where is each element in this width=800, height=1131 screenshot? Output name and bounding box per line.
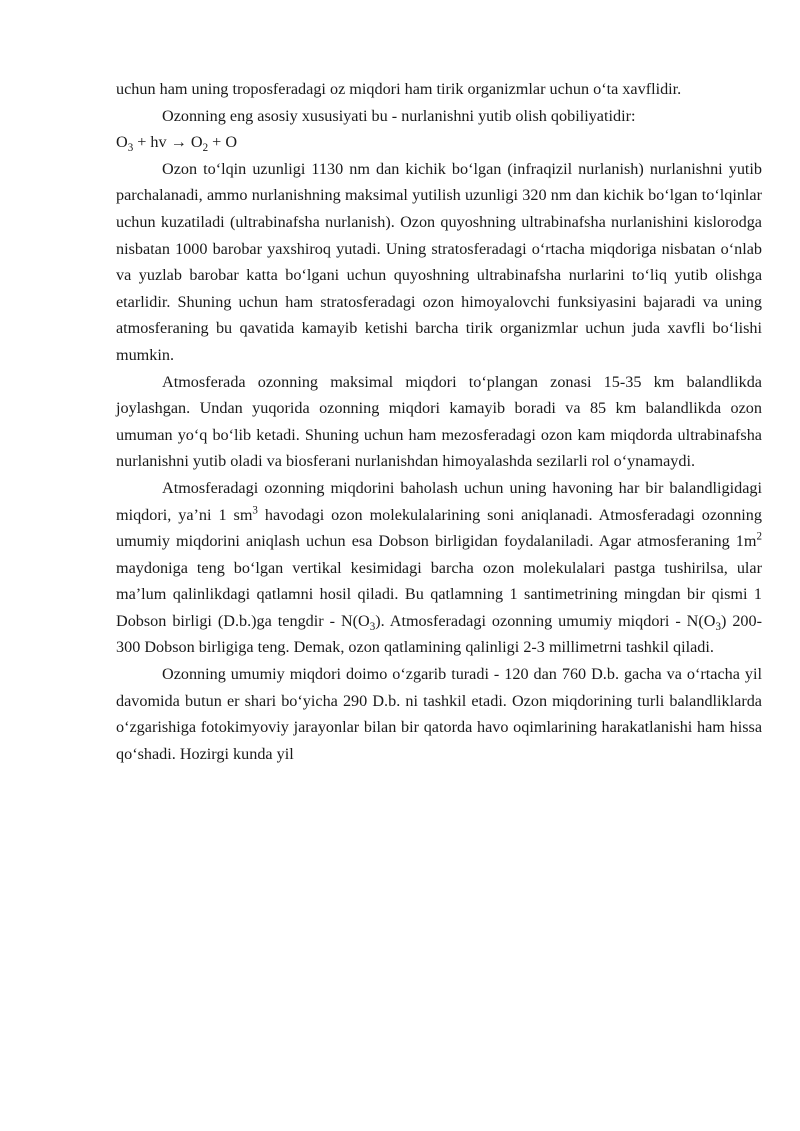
dobson-text-part-3: maydoniga teng bo‘lgan vertikal kesimidagi barcha ozon molekulalari pastga tushirilsa, ular ma’lum qalinlikdagi qatlamni hosil qiladi. Bu qatlamning 1 santimetrining mingdan bir qismi 1 Dobson birligi (D.b.)ga tengdir - N(O [116,558,762,630]
equation-rhs-subscript: 2 [202,142,209,155]
ozone-photolysis-equation [116,129,762,156]
document-page [116,76,762,767]
cubic-superscript: 3 [252,504,258,517]
ozone-subscript-1: 3 [369,621,376,634]
paragraph-ozone-variation: Ozonning umumiy miqdori doimo o‘zgarib turadi - 120 dan 760 D.b. gacha va o‘rtacha yil davomida butun er shari bo‘yicha 290 D.b. ni tashkil etadi. Ozon miqdorining turli balandliklarda o‘zgarishiga fotokimyoviy jarayonlar bilan bir qatorda havo oqimlarining harakatlanishi ham hissa qo‘shadi. Hozirgi kunda yil [116,665,762,763]
equation-arrow: → [170,133,187,152]
ozone-subscript-2: 3 [715,621,721,634]
paragraph-dobson-unit [116,475,762,661]
equation-lhs: O [116,133,128,152]
paragraph-ozone-altitude: Atmosferada ozonning maksimal miqdori to‘plangan zonasi 15-35 km balandlikda joylashgan. Undan yuqorida ozonning miqdori kamayib boradi va 85 km balandlikda ozon umuman yo‘q bo‘lib ketadi. Shuning uchun ham mezosferadagi ozon kam miqdorda ultrabinafsha nurlanishni yutib oladi va biosferani nurlanishdan himoyalashda sezilarli rol o‘ynamaydi. [116,372,762,471]
square-superscript: 2 [756,530,762,543]
paragraph-wavelength-absorption: Ozon to‘lqin uzunligi 1130 nm dan kichik bo‘lgan (infraqizil nurlanish) nurlanishni yutib parchalanadi, ammo nurlanishning maksimal yutilish uzunligi 320 nm dan kichik bo‘lgan to‘lqinlar uchun kuzatiladi (ultrabinafsha nurlanish). Ozon quyoshning ultrabinafsha nurlanishini kislorodga nisbatan 1000 barobar yaxshiroq yutadi. Uning stratosferadagi o‘rtacha miqdoriga nisbatan o‘nlab va yuzlab barobar katta bo‘lgani uchun quyoshning ultrabinafsha nurlarini to‘liq yutib olishga etarlidir. Shuning uchun ham stratosferadagi ozon himoyalovchi funksiyasini bajaradi va uning atmosferaning bu qavatida kamayib ketishi barcha tirik organizmlar uchun juda xavfli bo‘lishi mumkin. [116,159,762,364]
dobson-text-part-5: ) 200-300 Dobson birligiga teng. Demak, ozon qatlamining qalinligi 2-3 millimetrni tashkil qiladi. [116,611,762,657]
paragraph-ozone-property: Ozonning eng asosiy xususiyati bu - nurlanishni yutib olish qobiliyatidir: [162,106,636,125]
dobson-text-part-2: havodagi ozon molekulalarining soni aniqlanadi. Atmosferadagi ozonning umumiy miqdorini aniqlash uchun esa Dobson birligidan foydalaniladi. Agar atmosferaning 1m [116,505,762,551]
dobson-text-part-1: Atmosferadagi ozonning miqdorini baholash uchun uning havoning har bir balandligidagi miqdori, ya’ni 1 sm [116,478,762,524]
equation-photon: + hv [133,133,171,152]
equation-rhs-tail: + O [208,133,238,152]
paragraph-continuation: uchun ham uning troposferadagi oz miqdori ham tirik organizmlar uchun o‘ta xavflidir. [116,80,682,98]
equation-rhs: O [186,133,203,152]
dobson-text-part-4: ). Atmosferadagi ozonning umumiy miqdori - N(O [375,611,716,630]
equation-lhs-subscript: 3 [127,142,134,155]
